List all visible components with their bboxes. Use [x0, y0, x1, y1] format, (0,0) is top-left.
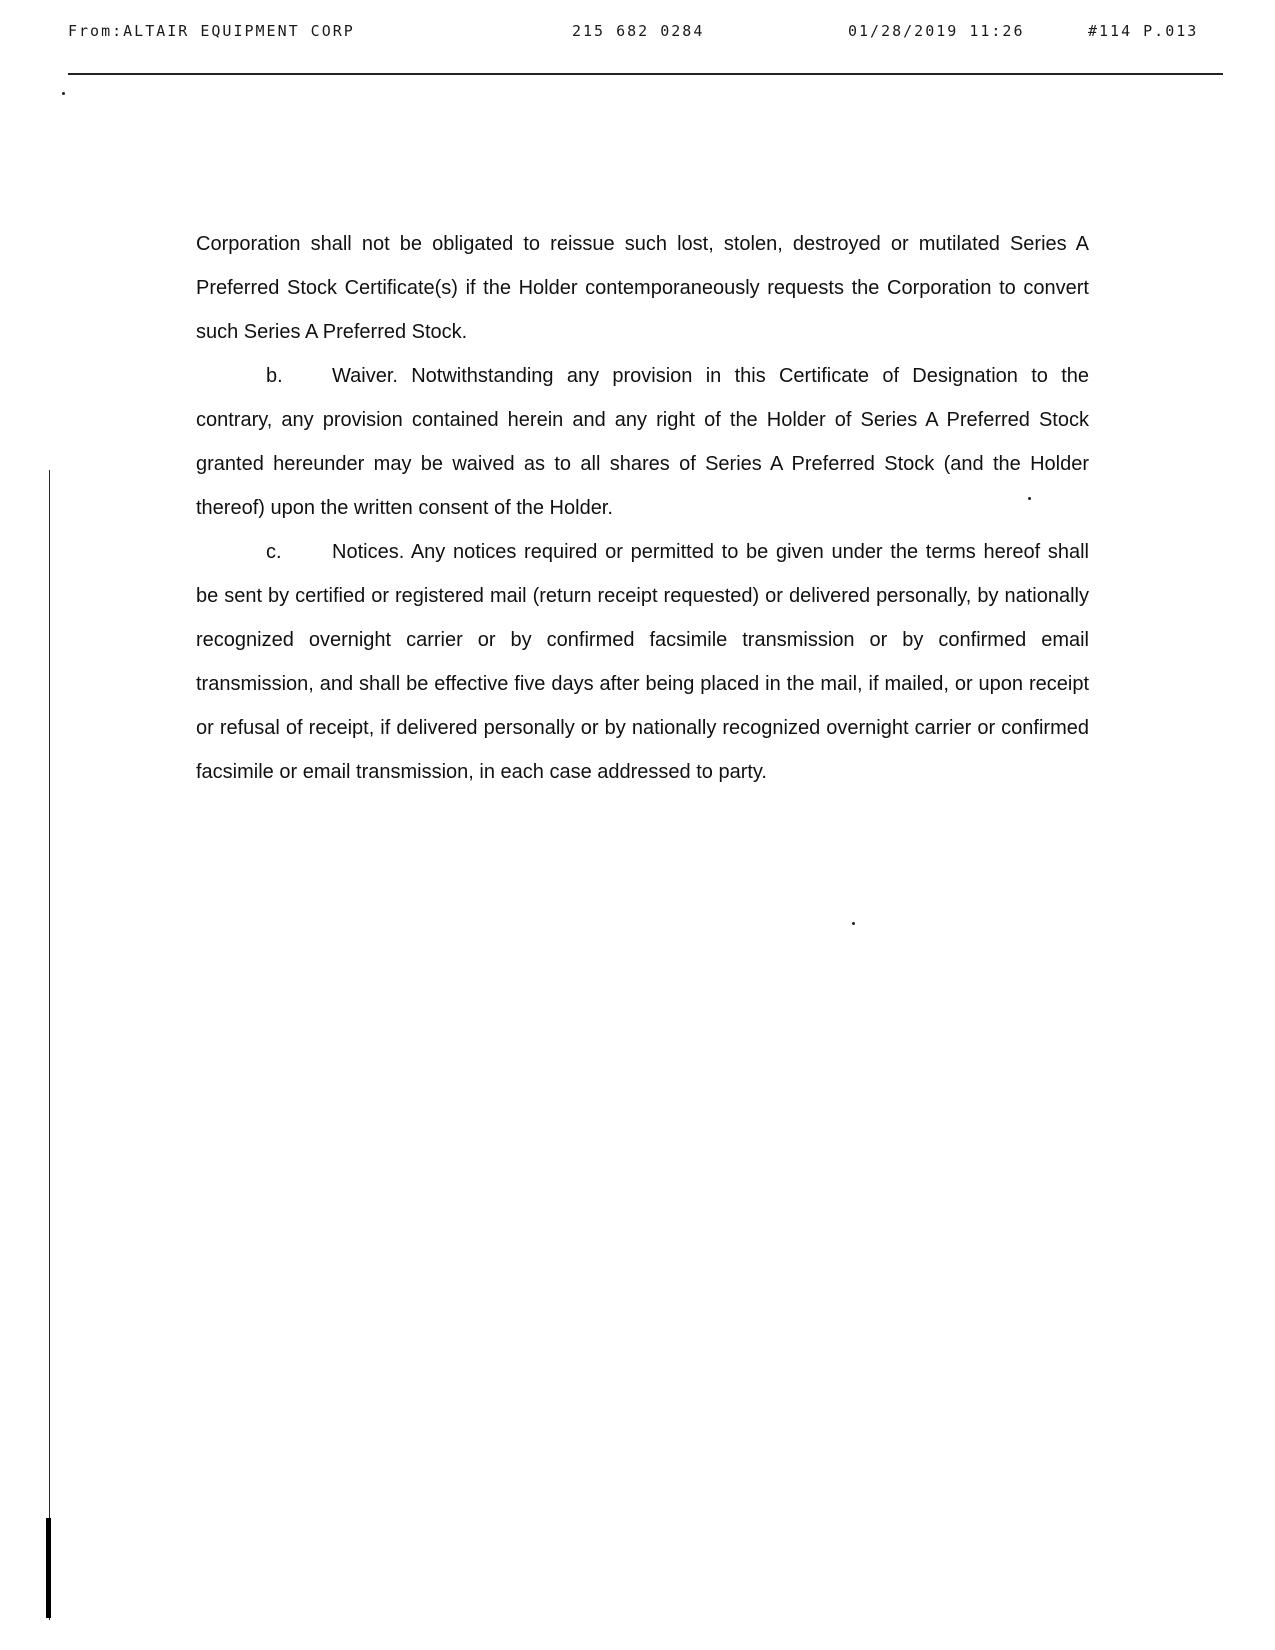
fax-page-number: #114 P.013 — [1088, 22, 1199, 40]
item-letter: c. — [266, 541, 282, 563]
fax-phone-number: 215 682 0284 — [572, 22, 705, 40]
fax-sender: From:ALTAIR EQUIPMENT CORP — [68, 22, 355, 40]
section-item-waiver — [196, 354, 1089, 530]
scan-speck — [852, 922, 855, 925]
item-letter: b. — [266, 365, 283, 387]
item-text: Notices. Any notices required or permitted to be given under the terms hereof shall be sent by certified or registered mail (return receipt requested) or delivered personally, by nationally recognized overnight carrier or by confirmed facsimile transmission or by confirmed email transmission, and shall be effective five days after being placed in the mail, if mailed, or upon receipt or refusal of receipt, if delivered personally or by nationally recognized overnight carrier or confirmed facsimile or email transmission, in each case addressed to party. — [196, 541, 1089, 783]
section-item-notices — [196, 530, 1089, 794]
item-text: Waiver. Notwithstanding any provision in this Certificate of Designation to the contrary, any provision contained herein and any right of the Holder of Series A Preferred Stock granted hereunder may be waived as to all shares of Series A Preferred Stock (and the Holder thereof) upon the written consent of the Holder. — [196, 365, 1089, 519]
scan-margin-line — [49, 470, 50, 1620]
fax-timestamp: 01/28/2019 11:26 — [848, 22, 1025, 40]
scan-margin-mark — [46, 1518, 51, 1618]
fax-header — [0, 22, 1275, 48]
header-divider — [68, 73, 1223, 75]
scan-speck — [62, 92, 65, 95]
continuation-paragraph: Corporation shall not be obligated to reissue such lost, stolen, destroyed or mutilated Series A Preferred Stock Certificate(s) if the Holder contemporaneously requests the Corporation to convert such Series A Preferred Stock. — [196, 233, 1089, 343]
document-body — [196, 222, 1089, 794]
